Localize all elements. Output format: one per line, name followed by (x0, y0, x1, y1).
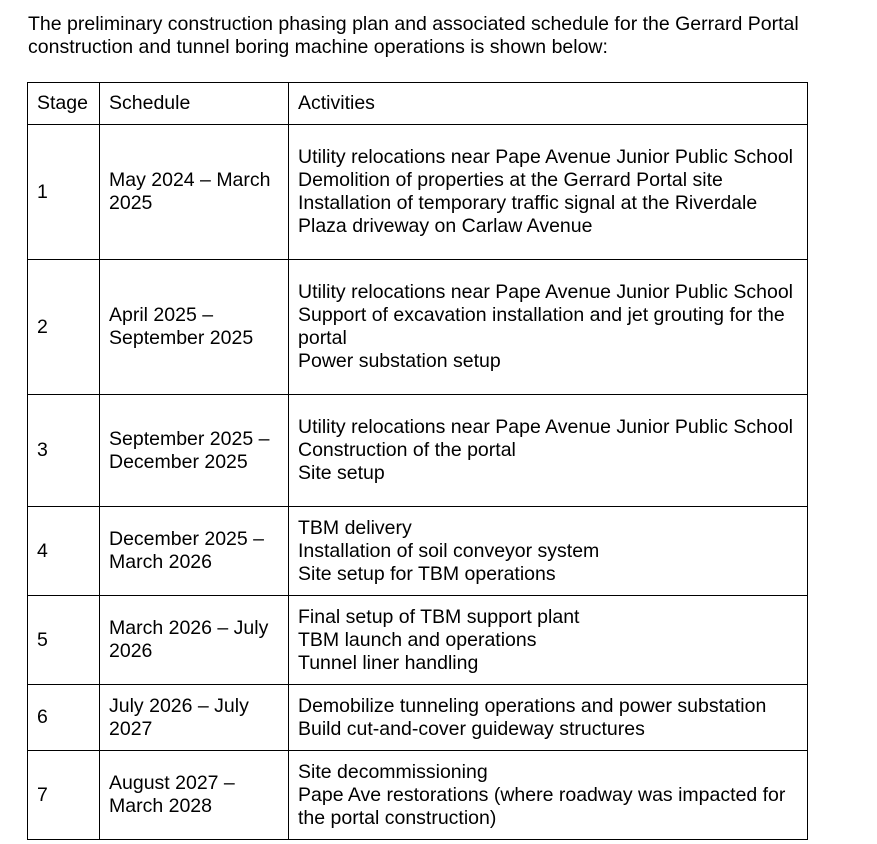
table-row (28, 596, 808, 685)
table-row (28, 395, 808, 507)
stage-cell: 7 (28, 751, 100, 840)
activities-cell (289, 685, 808, 751)
activity-item: Utility relocations near Pape Avenue Junior Public School (298, 416, 794, 438)
table-row (28, 751, 808, 840)
header-stage: Stage (28, 83, 100, 125)
activity-item: Utility relocations near Pape Avenue Junior Public School (298, 146, 794, 168)
schedule-cell: September 2025 – December 2025 (100, 395, 289, 507)
activity-item: Utility relocations near Pape Avenue Junior Public School (298, 281, 794, 303)
stage-cell: 4 (28, 507, 100, 596)
schedule-cell: May 2024 – March 2025 (100, 125, 289, 260)
table-row (28, 685, 808, 751)
activities-cell (289, 260, 808, 395)
activity-item: Tunnel liner handling (298, 651, 479, 674)
stage-cell: 2 (28, 260, 100, 395)
activity-item: Site decommissioning (298, 760, 488, 783)
activity-item: Support of excavation installation and jet grouting for the portal (298, 304, 785, 349)
schedule-cell: December 2025 – March 2026 (100, 507, 289, 596)
stage-cell: 1 (28, 125, 100, 260)
activity-item: Installation of soil conveyor system (298, 539, 600, 562)
table-row (28, 507, 808, 596)
table-header-row (28, 83, 808, 125)
activities-cell (289, 596, 808, 685)
activities-cell (289, 751, 808, 840)
activity-item: Demolition of properties at the Gerrard Portal site (298, 169, 723, 191)
activity-item: Demobilize tunneling operations and power substation (298, 694, 767, 717)
activity-item: Build cut-and-cover guideway structures (298, 717, 645, 740)
activity-item: Site setup (298, 462, 385, 484)
table-row (28, 125, 808, 260)
activity-item: Power substation setup (298, 350, 501, 372)
schedule-cell: April 2025 – September 2025 (100, 260, 289, 395)
schedule-cell: August 2027 – March 2028 (100, 751, 289, 840)
schedule-cell: March 2026 – July 2026 (100, 596, 289, 685)
header-activities: Activities (289, 83, 808, 125)
activity-item: Pape Ave restorations (where roadway was impacted for the portal construction) (298, 783, 786, 829)
activity-item: Final setup of TBM support plant (298, 605, 580, 628)
activity-item: Construction of the portal (298, 439, 516, 461)
activity-item: Installation of temporary traffic signal at the Riverdale Plaza driveway on Carlaw Avenue (298, 192, 758, 237)
table-row (28, 260, 808, 395)
activities-cell (289, 507, 808, 596)
phasing-table (27, 82, 808, 840)
activity-item: TBM delivery (298, 516, 412, 539)
activities-cell (289, 395, 808, 507)
stage-cell: 6 (28, 685, 100, 751)
stage-cell: 5 (28, 596, 100, 685)
activity-item: TBM launch and operations (298, 628, 537, 651)
stage-cell: 3 (28, 395, 100, 507)
header-schedule: Schedule (100, 83, 289, 125)
activities-cell (289, 125, 808, 260)
activity-item: Site setup for TBM operations (298, 562, 556, 585)
schedule-cell: July 2026 – July 2027 (100, 685, 289, 751)
intro-paragraph: The preliminary construction phasing plan and associated schedule for the Gerrard Portal construction and tunnel boring machine operations is shown below: (28, 13, 799, 58)
